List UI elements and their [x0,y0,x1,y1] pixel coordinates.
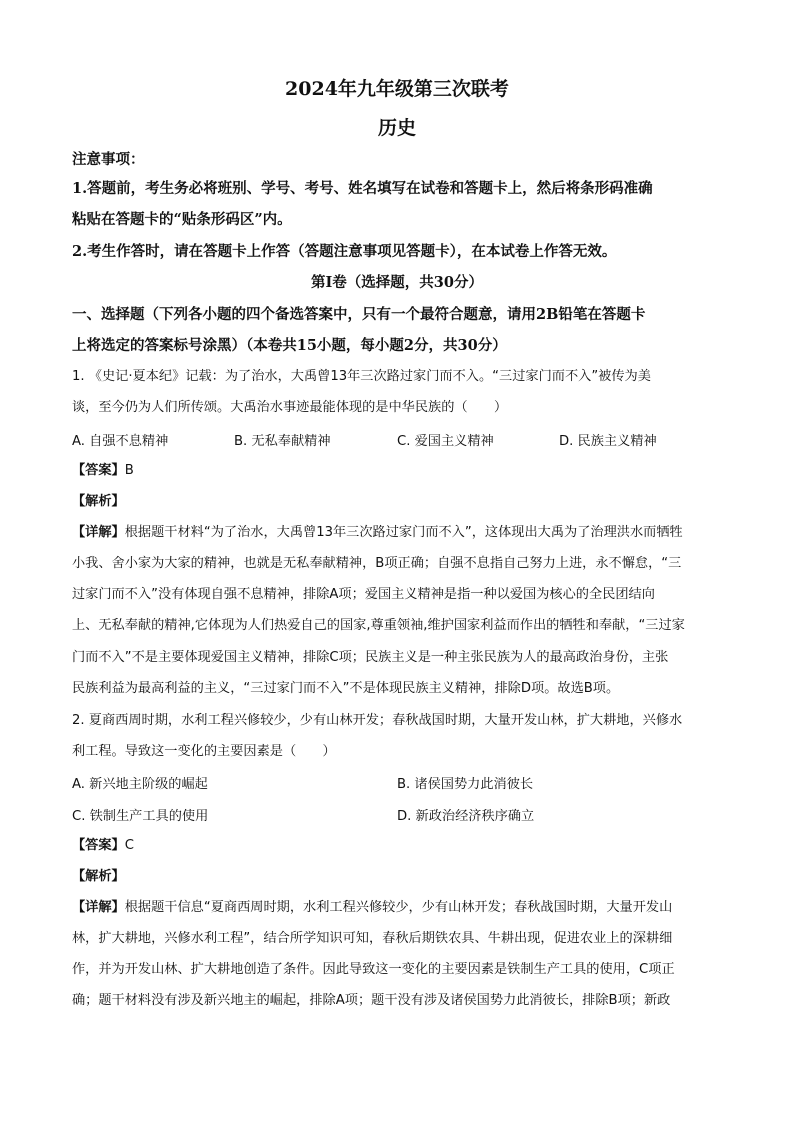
q1-option-b: B. 无私奉献精神 [234,434,331,449]
answer-value: C [124,838,134,853]
q2-option-b: B. 诸侯国势力此消彼长 [397,777,534,792]
section-instruction-a: 一、选择题（下列各小题的四个备选答案中，只有一个最符合题意，请用2B铅笔在答题卡 [72,306,646,323]
volume-heading: 第Ⅰ卷（选择题，共30分） [311,274,483,291]
detail-text: 根据题干材料“为了治水，大禹曾13年三次路过家门而不入”，这体现出大禹为了治理洪水而牺牲 [124,525,683,540]
q2-stem-a: 2. 夏商西周时期，水利工程兴修较少，少有山林开发；春秋战国时期，大量开发山林，扩大耕地，兴修水 [72,713,683,728]
q1-detail-line-6: 民族利益为最高利益的主义，“三过家门而不入”不是体现民族主义精神，排除D项。故选B项。 [72,681,620,696]
q1-stem-a: 1. 《史记·夏本纪》记载：为了治水，大禹曾13年三次路过家门而不入。“三过家门而不入”被传为美 [72,369,651,384]
notice-line-1b: 粘贴在答题卡的“贴条形码区”内。 [72,211,292,228]
q1-detail-line-4: 上、无私奉献的精神,它体现为人们热爱自己的国家,尊重领袖,维护国家利益而作出的牺牲和奉献，“三过家 [72,618,685,633]
analysis-label: 【解析】 [72,494,125,509]
q1-detail-line-2: 小我、舍小家为大家的精神，也就是无私奉献精神，B项正确；自强不息指自己努力上进，永不懈怠，“三 [72,556,682,571]
notice-line-2: 2.考生作答时，请在答题卡上作答（答题注意事项见答题卡），在本试卷上作答无效。 [72,243,617,260]
q1-analysis-heading [72,492,724,512]
q2-answer [72,836,724,856]
q1-detail-line-5: 门而不入”不是主要体现爱国主义精神，排除C项；民族主义是一种主张民族为人的最高政治身份，主张 [72,650,669,665]
detail-text: 根据题干信息“夏商西周时期，水利工程兴修较少，少有山林开发；春秋战国时期，大量开发山 [124,900,673,915]
q1-option-c: C. 爱国主义精神 [397,434,494,449]
notice-line-1a: 1.答题前，考生务必将班别、学号、考号、姓名填写在试卷和答题卡上，然后将条形码准确 [72,180,653,197]
q2-detail-line-4: 确；题干材料没有涉及新兴地主的崛起，排除A项；题干没有涉及诸侯国势力此消彼长，排除B项；新政 [72,993,671,1008]
q2-option-d: D. 新政治经济秩序确立 [397,809,535,824]
q1-stem-b: 谈，至今仍为人们所传颂。大禹治水事迹最能体现的是中华民族的（ ） [72,400,508,415]
q2-detail-line-2: 林，扩大耕地，兴修水利工程”，结合所学知识可知，春秋后期铁农具、牛耕出现，促进农业上的深耕细 [72,931,673,946]
q2-stem-b: 利工程。导致这一变化的主要因素是（ ） [72,744,336,759]
analysis-label: 【解析】 [72,869,125,884]
exam-title: 2024年九年级第三次联考 [285,78,509,100]
q2-detail-line-3: 作，并为开发山林、扩大耕地创造了条件。因此导致这一变化的主要因素是铁制生产工具的使用，C项正 [72,962,675,977]
notice-heading: 注意事项： [72,151,145,168]
detail-label: 【详解】 [72,900,125,915]
q2-option-c: C. 铁制生产工具的使用 [72,809,209,824]
q2-detail-line-1 [72,898,724,918]
q1-detail-line-3: 过家门而不入”没有体现自强不息精神，排除A项；爱国主义精神是指一种以爱国为核心的全民团结向 [72,587,655,602]
q1-answer [72,461,724,481]
subject-title: 历史 [377,117,416,139]
answer-label: 【答案】 [72,838,125,853]
q1-option-d: D. 民族主义精神 [559,434,657,449]
answer-label: 【答案】 [72,463,125,478]
detail-label: 【详解】 [72,525,125,540]
q2-analysis-heading [72,867,724,887]
q1-detail-line-1 [72,523,724,543]
section-instruction-b: 上将选定的答案标号涂黑）（本卷共15小题，每小题2分，共30分） [72,337,507,354]
answer-value: B [124,463,134,478]
q1-option-a: A. 自强不息精神 [72,434,169,449]
q2-option-a: A. 新兴地主阶级的崛起 [72,777,208,792]
